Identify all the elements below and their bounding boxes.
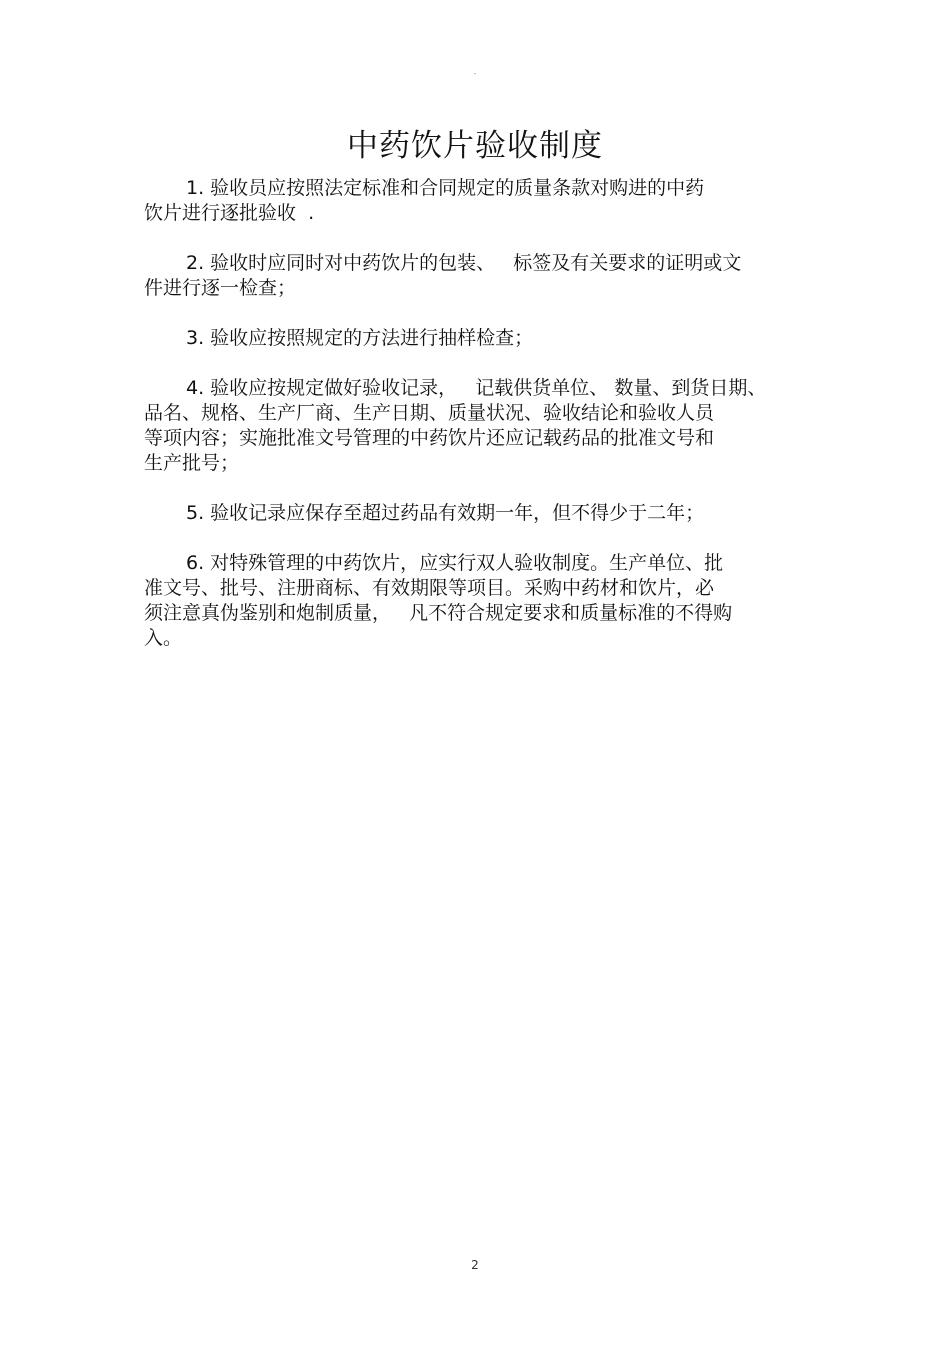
- paragraph-line: 2. 验收时应同时对中药饮片的包装、 标签及有关要求的证明或文: [186, 252, 742, 274]
- paragraph-1: [144, 176, 844, 226]
- paragraph-5: [144, 501, 844, 526]
- paragraph-line: 生产批号；: [144, 452, 240, 474]
- paragraph-line: 品名、规格、生产厂商、生产日期、质量状况、验收结论和验收人员: [144, 402, 715, 424]
- paragraph-line: 5. 验收记录应保存至超过药品有效期一年，但不得少于二年；: [186, 502, 705, 524]
- paragraph-2: [144, 251, 844, 301]
- paragraph-line: 须注意真伪鉴别和炮制质量， 凡不符合规定要求和质量标准的不得购: [144, 602, 733, 624]
- paragraph-line: 件进行逐一检查；: [144, 277, 297, 299]
- paragraph-line: 3. 验收应按照规定的方法进行抽样检查；: [186, 327, 534, 349]
- paragraph-line: 入。: [144, 627, 183, 649]
- paragraph-line: 4. 验收应按规定做好验收记录， 记载供货单位、 数量、到货日期、: [186, 377, 767, 399]
- page-number: 2: [471, 1258, 479, 1272]
- paragraph-3: [144, 326, 844, 351]
- document-title: 中药饮片验收制度: [347, 128, 603, 164]
- paragraph-line: 饮片进行逐批验收 .: [144, 202, 315, 224]
- paragraph-line: 等项内容；实施批准文号管理的中药饮片还应记载药品的批准文号和: [144, 427, 715, 449]
- document-body: [144, 176, 844, 676]
- paragraph-4: [144, 376, 844, 476]
- header-mark: -: [473, 70, 477, 78]
- paragraph-line: 准文号、批号、注册商标、有效期限等项目。采购中药材和饮片，必: [144, 577, 715, 599]
- paragraph-6: [144, 551, 844, 651]
- paragraph-line: 6. 对特殊管理的中药饮片，应实行双人验收制度。生产单位、批: [186, 552, 724, 574]
- paragraph-line: 1. 验收员应按照法定标准和合同规定的质量条款对购进的中药: [186, 177, 705, 199]
